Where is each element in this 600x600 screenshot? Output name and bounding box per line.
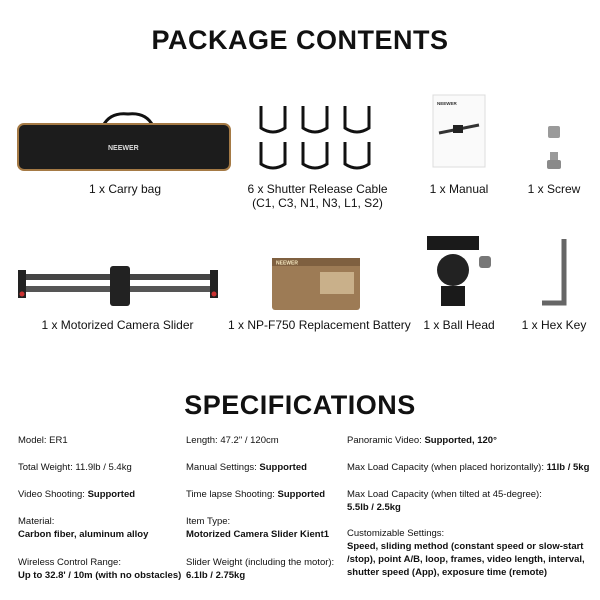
spec-manual-settings: Manual Settings: Supported: [186, 462, 307, 473]
spec-time-lapse: Time lapse Shooting: Supported: [186, 489, 326, 500]
camera-slider-label: 1 x Motorized Camera Slider: [41, 318, 194, 332]
ball-head-label: 1 x Ball Head: [423, 318, 495, 332]
battery-icon: [272, 258, 360, 310]
shutter-cable-sublabel: (C1, C3, N1, N3, L1, S2): [252, 196, 383, 210]
spec-material: Material: Carbon fiber, aluminum alloy: [18, 516, 149, 540]
spec-panoramic-video: Panoramic Video: Supported, 120°: [347, 435, 497, 446]
screw-icon: [545, 124, 563, 174]
spec-video-shooting: Video Shooting: Supported: [18, 489, 136, 500]
shutter-cable-label: 6 x Shutter Release Cable: [247, 182, 388, 196]
spec-item-type: Item Type: Motorized Camera Slider Kient1: [186, 516, 330, 540]
spec-wireless-range: Wireless Control Range: Up to 32.8' / 10m (with no obstacles): [18, 557, 182, 581]
manual-icon: [433, 95, 485, 167]
hex-key-label: 1 x Hex Key: [521, 318, 587, 332]
spec-max-load-horizontal: Max Load Capacity (when placed horizontally): 11lb / 5kg: [347, 462, 590, 473]
carry-bag-icon: [18, 112, 233, 174]
spec-customizable-settings: Customizable Settings: Speed, sliding method (constant speed or slow-start /stop), point A/B, loop, frames, video length, interval, shutter speed (App), exposure time (remote): [347, 528, 585, 578]
spec-total-weight: Total Weight: 11.9lb / 5.4kg: [18, 462, 132, 473]
hex-key-icon: [540, 237, 570, 309]
spec-slider-weight: Slider Weight (including the motor): 6.1lb / 2.75kg: [186, 557, 335, 581]
shutter-cable-icon: [255, 98, 380, 178]
carry-bag-brand: NEEWER: [108, 145, 139, 152]
manual-brand: NEEWER: [437, 101, 457, 106]
battery-label: 1 x NP-F750 Replacement Battery: [228, 318, 411, 332]
carry-bag-label: 1 x Carry bag: [88, 182, 162, 196]
spec-max-load-tilted: Max Load Capacity (when tilted at 45-degree): 5.5lb / 2.5kg: [347, 489, 542, 513]
spec-model: Model: ER1: [18, 435, 68, 446]
camera-slider-icon: [18, 262, 218, 310]
ball-head-icon: [423, 236, 493, 310]
specifications-title: SPECIFICATIONS: [184, 390, 416, 420]
battery-brand: NEEWER: [276, 260, 298, 267]
spec-length: Length: 47.2" / 120cm: [186, 435, 279, 446]
package-contents-title: PACKAGE CONTENTS: [151, 25, 449, 55]
screw-label: 1 x Screw: [527, 182, 581, 196]
manual-label: 1 x Manual: [429, 182, 489, 196]
